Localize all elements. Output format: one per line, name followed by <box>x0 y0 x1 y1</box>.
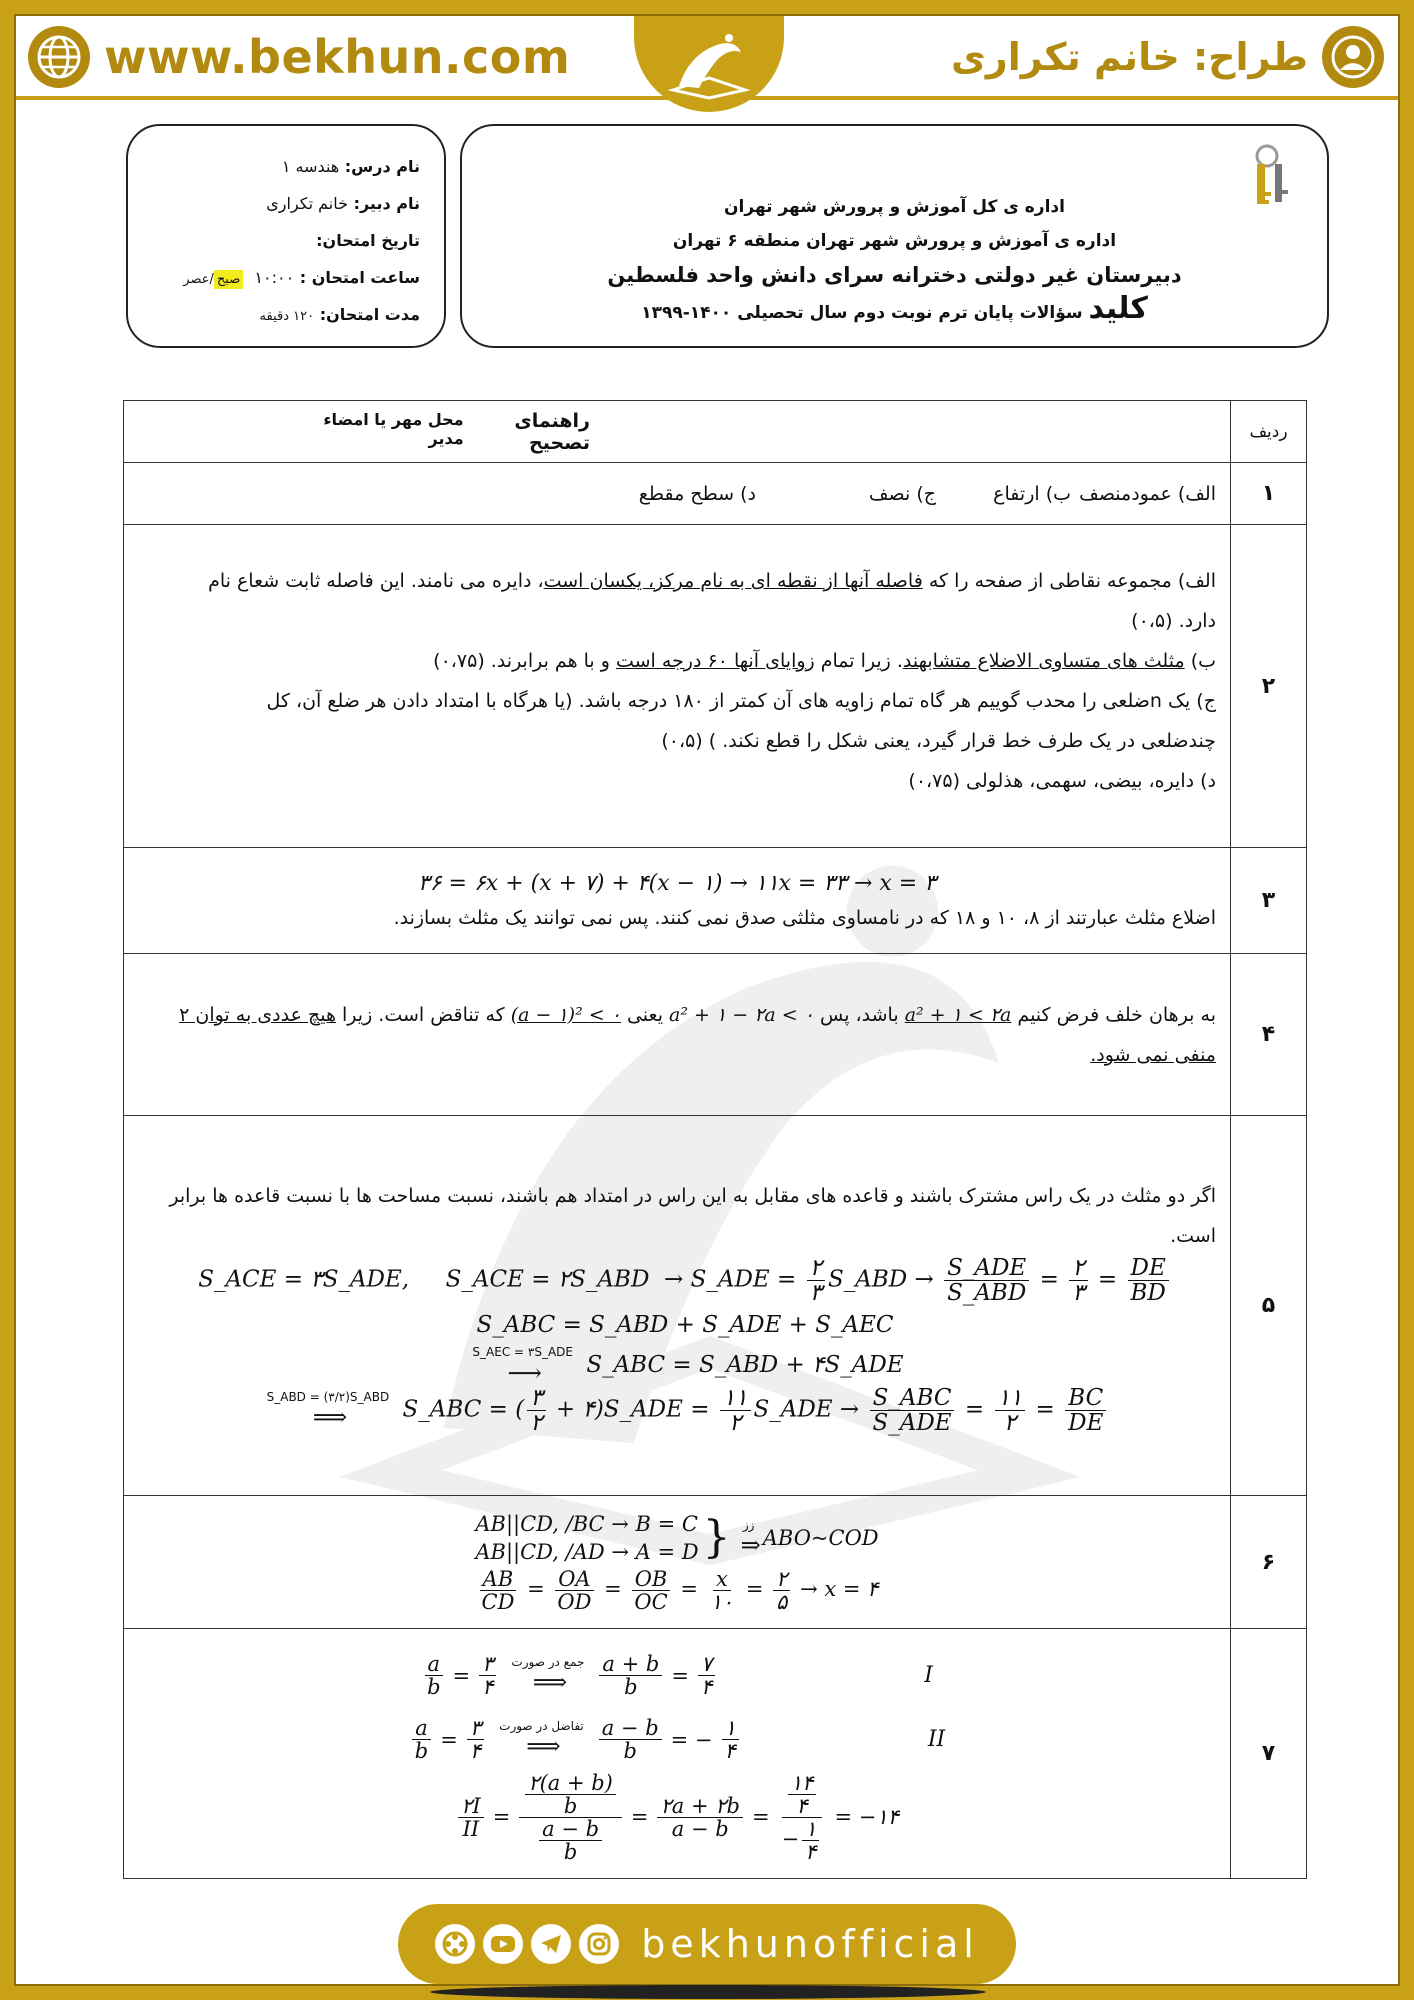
time-row: ساعت امتحان : ۱۰:۰۰ صبح/عصر <box>183 268 420 287</box>
stamp-column-header: محل مهر یا امضاء مدیر <box>323 409 464 448</box>
answer-cell <box>124 525 1231 848</box>
date-row: تاریخ امتحان: <box>316 231 420 250</box>
youtube-icon[interactable] <box>483 1924 523 1964</box>
table-row <box>124 463 1307 525</box>
school-line-1: اداره ی کل آموزش و پرورش شهر تهران <box>724 197 1065 217</box>
answer-cell <box>124 954 1231 1116</box>
row-number: ۷ <box>1231 1629 1307 1879</box>
equation-line-2: S_ABC = S_ABD + S_ADE + S_AEC <box>476 1312 894 1339</box>
answer-key-table <box>123 400 1307 1879</box>
school-header-box <box>460 124 1329 348</box>
row-number: ۵ <box>1231 1116 1307 1496</box>
answer-a: الف) مجموعه نقاطی از صفحه را که فاصله آنها از نقطه ای به نام مرکز، یکسان است، دایره می نامند. این فاصله ثابت شعاع نام دارد. (۰،۵) <box>208 570 1216 632</box>
site-link[interactable] <box>28 24 570 90</box>
similarity-condition-2: AB||CD, /AD → A = D <box>475 1540 699 1565</box>
row-number: ۲ <box>1231 525 1307 848</box>
similarity-lines: AB||CD, /BC → B = C AB||CD, /AD → A = D } زز ⇒ ABO~COD <box>475 1512 879 1565</box>
ratio-line-2: $\frac{a}{b}$ = $\frac{۳}{۴}$ تفاضل در صورت ⟹ $\frac{a - b}{b}$ = − $\frac{۱}{۴}$ II <box>138 1708 1216 1772</box>
keys-icon <box>1247 142 1295 212</box>
inequality-3: (a − ۱)² < ۰ <box>510 1003 621 1026</box>
equation-line-4: S_ABD = (۳/۲)S_ABD ⟹ S_ABC = ( $\frac{۳}{۲}$ + ۴)S_ADE = $\frac{۱۱}{۲}$ S_ADE → $\frac{\text{S\_ABC}}{\text{S\_ADE}}$ = $\frac{۱۱}{۲}$ = $\frac{BC}{DE}$ <box>154 1386 1216 1435</box>
inequality-2: a² + ۱ − ۲a < ۰ <box>669 1003 814 1026</box>
site-url[interactable]: www.bekhun.com <box>104 30 571 84</box>
answer-key-label: کلید <box>1088 291 1148 326</box>
table-row <box>124 1116 1307 1496</box>
table-row <box>124 848 1307 954</box>
designer-credit <box>951 24 1384 90</box>
guide-header-cell <box>124 401 1231 463</box>
answer-d: د) سطح مقطع <box>638 482 756 505</box>
answer-cell <box>124 1496 1231 1629</box>
similarity-result: ABO~COD <box>762 1526 879 1551</box>
answer-cell <box>124 1116 1231 1496</box>
answer-d: د) دایره، بیضی، سهمی، هذلولی (۰،۷۵) <box>908 770 1216 792</box>
table-row <box>124 1496 1307 1629</box>
proof-text: به برهان خلف فرض کنیم a² + ۱ < ۲a باشد، پس a² + ۱ − ۲a < ۰ یعنی (a − ۱)² < ۰ که تناقض است. زیرا هیچ عددی به توان ۲ منفی نمی شود. <box>179 1003 1216 1066</box>
table-row <box>124 954 1307 1116</box>
globe-icon <box>28 26 90 88</box>
inequality-1: a² + ۱ < ۲a <box>904 1003 1012 1026</box>
equation: ۳۶ = ۶x + (x + ۷) + ۴(x − ۱) → ۱۱x = ۳۳ → x = ۳ <box>417 870 937 896</box>
social-handle[interactable]: bekhunofficial <box>641 1922 979 1966</box>
row-number: ۴ <box>1231 954 1307 1116</box>
teacher-row: نام دبیر: خانم تکراری <box>266 194 420 213</box>
answer-c: ج) یک nضلعی را محدب گوییم هر گاه تمام زاویه های آن کمتر از ۱۸۰ درجه باشد. (یا هرگاه با امتداد دادن هر ضلع آن، کل چندضلعی در یک طرف خط قرار گیرد، یعنی شکل را قطع نکند. ) (۰،۵) <box>266 690 1216 752</box>
exam-info-box <box>126 124 446 348</box>
table-header-row <box>124 401 1307 463</box>
proportion-line: $\frac{AB}{CD}$ = $\frac{OA}{OD}$ = $\frac{OB}{OC}$ = $\frac{x}{۱۰}$ = $\frac{۲}{۵}$ → x = ۴ <box>481 1567 879 1615</box>
brand-logo-mark <box>659 26 759 102</box>
table-row <box>124 525 1307 848</box>
similarity-condition-1: AB||CD, /BC → B = C <box>475 1512 698 1537</box>
school-line-2: اداره ی آموزش و پرورش شهر تهران منطقه ۶ تهران <box>672 231 1117 251</box>
answer-b: ب) مثلث های متساوی الاضلاع متشابهند. زیرا تمام زوایای آنها ۶۰ درجه است و با هم برابرند. (۰،۷۵) <box>433 650 1216 672</box>
top-banner <box>16 16 1398 100</box>
instagram-icon[interactable] <box>579 1924 619 1964</box>
footer-shadow <box>430 1985 986 1999</box>
row-number: ۱ <box>1231 463 1307 525</box>
answer-cell <box>124 463 1231 525</box>
table-row <box>124 1629 1307 1879</box>
exam-title-line <box>462 292 1327 326</box>
answer-c: ج) نصف <box>868 482 936 505</box>
equation-line-3: S_AEC = ۳S_ADE ⟶ S_ABC = S_ABD + ۴S_ADE <box>472 1345 904 1387</box>
aparat-icon[interactable] <box>435 1924 475 1964</box>
ratio-result-line: $\frac{۲I}{II}$ = $\frac{\frac{۲(a + b)}{b}}{\frac{a - b}{b}}$ = $\frac{۲a + ۲b}{a - b}$ = $\frac{۱۴}{۴}$ − $\frac{۱}{۴}$ = −۱۴ <box>138 1772 1216 1863</box>
school-line-3: دبیرستان غیر دولتی دخترانه سرای دانش واحد فلسطین <box>607 263 1182 287</box>
designer-name: طراح: خانم تکراری <box>951 35 1308 79</box>
ratio-line-1: $\frac{a}{b}$ = $\frac{۳}{۴}$ جمع در صورت ⟹ $\frac{a + b}{b}$ = $\frac{۷}{۴}$ I <box>138 1644 1216 1708</box>
answer-cell <box>124 1629 1231 1879</box>
theorem-text: اگر دو مثلث در یک راس مشترک باشند و قاعده های مقابل به این راس در امتداد هم باشند، نسبت مساحت ها با نسبت قاعده ها برابر است. <box>169 1184 1216 1247</box>
user-icon <box>1322 26 1384 88</box>
exam-title: سؤالات پایان ترم نوبت دوم سال تحصیلی ۱۴۰۰-۱۳۹۹ <box>641 303 1083 323</box>
duration-row: مدت امتحان: ۱۲۰ دقیقه <box>259 305 420 324</box>
social-footer <box>398 1904 1016 1984</box>
equation-label-2: II <box>927 1726 946 1752</box>
answer-cell <box>124 848 1231 954</box>
answer-text: اضلاع مثلث عبارتند از ۸، ۱۰ و ۱۸ که در نامساوی مثلثی صدق نمی کنند. پس نمی توانند یک مثلث بسازند. <box>393 906 1216 929</box>
equation-line-1: S_ACE = ۳S_ADE, S_ACE = ۲S_ABD → S_ADE = $\frac{۲}{۳}$ S_ABD → $\frac{\text{S\_ADE}}{\text{S\_ABD}}$ = $\frac{۲}{۳}$ = $\frac{DE}{BD}$ <box>154 1256 1216 1305</box>
brand-logo <box>634 16 784 112</box>
course-row: نام درس: هندسه ۱ <box>281 157 420 176</box>
row-number: ۶ <box>1231 1496 1307 1629</box>
row-number: ۳ <box>1231 848 1307 954</box>
guide-column-header: راهنمای تصحیح <box>514 409 590 454</box>
equation-label-1: I <box>924 1662 933 1688</box>
answer-b: ب) ارتفاع <box>993 482 1071 505</box>
telegram-icon[interactable] <box>531 1924 571 1964</box>
answer-a: الف) عمودمنصف <box>1079 482 1216 505</box>
row-column-header: ردیف <box>1231 401 1307 463</box>
